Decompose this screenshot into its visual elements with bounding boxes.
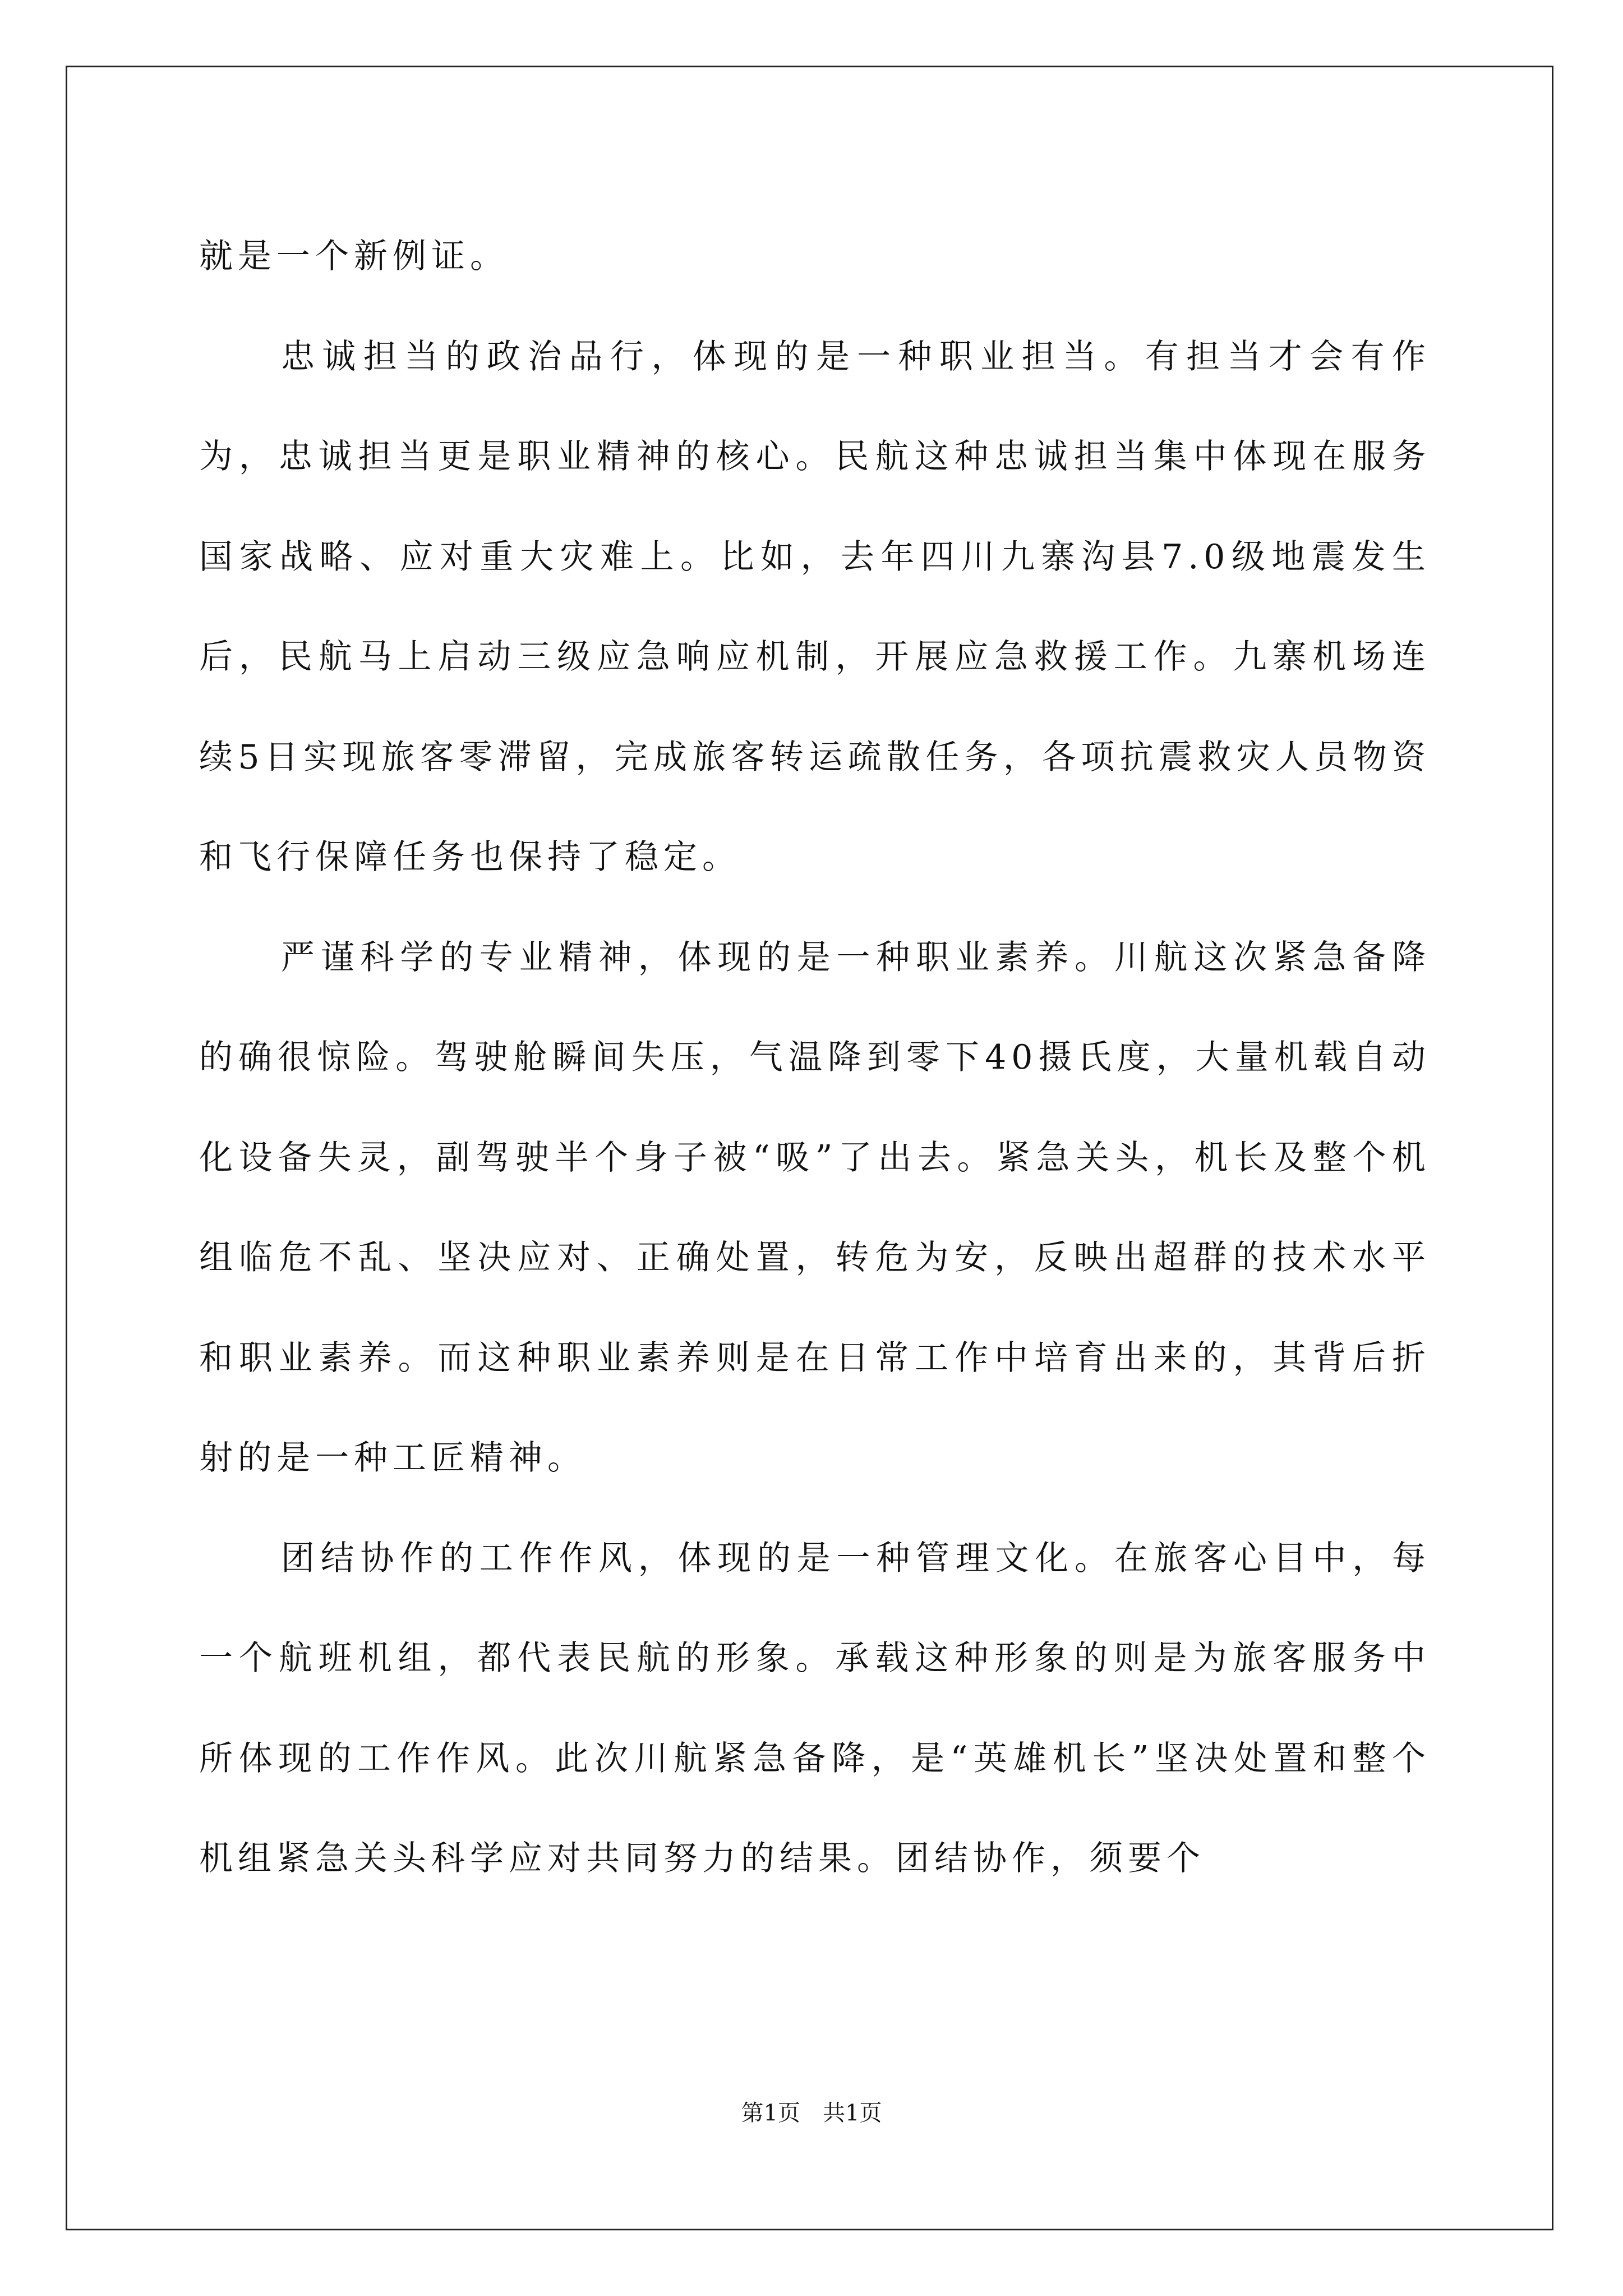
page-footer: 第1页 共1页 <box>741 2100 882 2126</box>
paragraph: 严谨科学的专业精神，体现的是一种职业素养。川航这次紧急备降的确很惊险。驾驶舱瞬间失压，气温降到零下40摄氏度，大量机载自动化设备失灵，副驾驶半个身子被“吸”了出去。紧急关头，机长及整个机组临危不乱、坚决应对、正确处置，转危为安，反映出超群的技术水平和职业素养。而这种职业素养则是在日常工作中培育出来的，其背后折射的是一种工匠精神。 <box>199 937 1431 1478</box>
document-body <box>199 206 1431 1909</box>
paragraph: 就是一个新例证。 <box>199 237 509 276</box>
paragraph: 忠诚担当的政治品行，体现的是一种职业担当。有担当才会有作为，忠诚担当更是职业精神的核心。民航这种忠诚担当集中体现在服务国家战略、应对重大灾难上。比如，去年四川九寨沟县7.0级地震发生后，民航马上启动三级应急响应机制，开展应急救援工作。九寨机场连续5日实现旅客零滞留，完成旅客转运疏散任务，各项抗震救灾人员物资和飞行保障任务也保持了稳定。 <box>199 337 1431 877</box>
paragraph: 团结协作的工作作风，体现的是一种管理文化。在旅客心目中，每一个航班机组，都代表民航的形象。承载这种形象的则是为旅客服务中所体现的工作作风。此次川航紧急备降，是“英雄机长”坚决处置和整个机组紧急关头科学应对共同努力的结果。团结协作，须要个 <box>199 1538 1431 1878</box>
